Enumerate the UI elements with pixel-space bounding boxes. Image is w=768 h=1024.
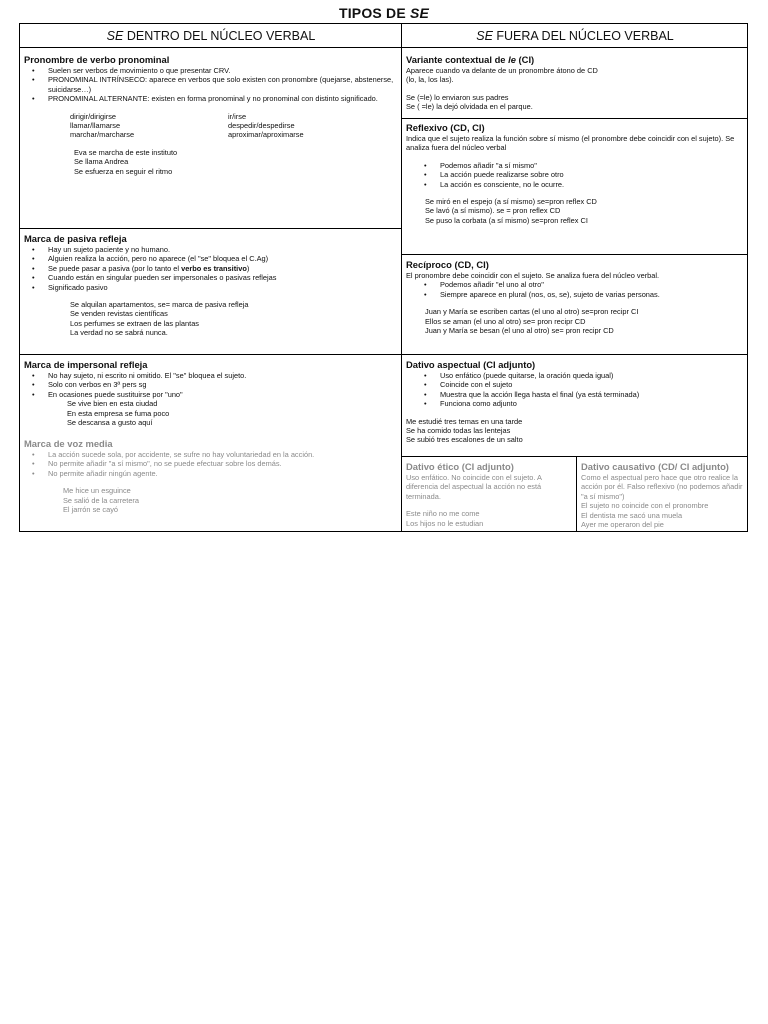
example: Los hijos no le estudian [406, 518, 484, 528]
example: Se venden revistas científicas [70, 309, 168, 319]
list-item: • Siempre aparece en plural (nos, os, se), sujeto de varias personas. [440, 290, 744, 299]
list-item: • Se puede pasar a pasiva (por lo tanto el verbo es transitivo) [48, 264, 397, 273]
description: El pronombre debe coincidir con el sujeto. Se analiza fuera del núcleo verbal. [406, 271, 660, 280]
description: Indica que el sujeto realiza la función sobre sí mismo (el pronombre debe coincidir con el sujeto). Se analiza fuera del núcleo verbal [406, 134, 735, 153]
example: Se puso la corbata (a sí mismo) se=pron reflex CI [425, 215, 588, 225]
example: Se alquilan apartamentos, se= marca de pasiva refleja [70, 300, 249, 310]
description: Uso enfático. No coincide con el sujeto. A diferencia del aspectual la acción no está terminada. [406, 473, 542, 501]
section-heading: Variante contextual de le (CI) [406, 54, 535, 65]
section-reciproco [402, 256, 748, 354]
example: Se salió de la carretera [63, 495, 139, 505]
row-divider [402, 456, 748, 457]
example: Juan y María se besan (el uno al otro) se= pron recipr CD [425, 326, 614, 336]
example: Se ( =le) la dejó olvidada en el parque. [406, 102, 533, 112]
list-item: • Funciona como adjunto [440, 399, 744, 408]
example: Me estudié tres temas en una tarde [406, 416, 523, 426]
section-voz-media [20, 435, 401, 531]
section-dativo-causativo [577, 458, 748, 532]
section-heading: Marca de impersonal refleja [24, 359, 148, 370]
example: Se subió tres escalones de un salto [406, 435, 523, 445]
row-divider [20, 354, 401, 355]
list-item: • No permite añadir "a sí mismo", no se puede efectuar sobre los demás. [48, 459, 397, 468]
classification-table [19, 23, 748, 532]
example: Se ha comido todas las lentejas [406, 426, 511, 436]
example: En esta empresa se fuma poco [67, 408, 170, 418]
example: Este niño no me come [406, 509, 480, 519]
example: Se esfuerza en seguir el ritmo [74, 166, 173, 176]
example: Se (=le) lo enviaron sus padres [406, 92, 509, 102]
list-item: • Uso enfático (puede quitarse, la oración queda igual) [440, 371, 744, 380]
example: Se llama Andrea [74, 157, 129, 167]
section-heading: Pronombre de verbo pronominal [24, 54, 170, 65]
list-item: • PRONOMINAL ALTERNANTE: existen en forma pronominal y no pronominal con distinto significado. [48, 94, 397, 103]
right-column-header: SE FUERA DEL NÚCLEO VERBAL [402, 24, 748, 48]
left-column-header: SE DENTRO DEL NÚCLEO VERBAL [20, 24, 402, 48]
list-item: • No hay sujeto, ni escrito ni omitido. El "se" bloquea el sujeto. [48, 371, 397, 380]
list-item: • En ocasiones puede sustituirse por "uno" [48, 390, 397, 399]
description: Como el aspectual pero hace que otro realice la acción por él. Falso reflexivo (no podemos añadir "a sí mismo") [581, 473, 743, 501]
example: Ayer me operaron del pie [581, 520, 664, 530]
section-reflexivo [402, 119, 748, 254]
example: Se miró en el espejo (a sí mismo) se=pron reflex CD [425, 197, 597, 207]
list-item: • La acción es consciente, no le ocurre. [440, 180, 744, 189]
list-item: • Hay un sujeto paciente y no humano. [48, 245, 397, 254]
example: El dentista me sacó una muela [581, 510, 683, 520]
example: Se lavó (a sí mismo). se = pron reflex CD [425, 206, 561, 216]
section-heading: Marca de pasiva refleja [24, 233, 127, 244]
example: Se descansa a gusto aquí [67, 418, 153, 428]
page-title: TIPOS DE SE [338, 5, 430, 21]
section-pronominal [20, 51, 401, 227]
section-heading: Reflexivo (CD, CI) [406, 122, 485, 133]
section-heading: Dativo causativo (CD/ CI adjunto) [581, 461, 729, 472]
list-item: • Podemos añadir "a sí mismo" [440, 161, 744, 170]
list-item: • Muestra que la acción llega hasta el final (ya está terminada) [440, 390, 744, 399]
example: Juan y María se escriben cartas (el uno al otro) se=pron recipr CI [425, 307, 639, 317]
verb-pair: marchar/marcharse [70, 130, 135, 140]
verb-pair: aproximar/aproximarse [228, 130, 304, 140]
section-variante-le [402, 51, 748, 118]
example: El jarrón se cayó [63, 505, 119, 515]
row-divider [20, 228, 401, 229]
example: Eva se marcha de este instituto [74, 147, 178, 157]
list-item: • Significado pasivo [48, 283, 397, 292]
section-heading: Marca de voz media [24, 438, 113, 449]
list-item: • La acción sucede sola, por accidente, se sufre no hay voluntariedad en la acción. [48, 450, 397, 459]
list-item: • PRONOMINAL INTRÍNSECO: aparece en verbos que solo existen con pronombre (quejarse, abstenerse, suicidarse…) [48, 75, 397, 94]
list-item: • La acción puede realizarse sobre otro [440, 170, 744, 179]
example: Se vive bien en esta ciudad [67, 399, 158, 409]
row-divider [402, 254, 748, 255]
example: Ellos se aman (el uno al otro) se= pron recipr CD [425, 316, 586, 326]
section-heading: Dativo aspectual (CI adjunto) [406, 359, 536, 370]
description: (lo, la, los las). [406, 75, 454, 85]
section-impersonal-refleja [20, 356, 401, 434]
verb-pair: ir/irse [228, 111, 247, 121]
example: Los perfumes se extraen de las plantas [70, 318, 200, 328]
section-dativo-aspectual [402, 356, 748, 456]
list-item: • Cuando están en singular pueden ser impersonales o pasivas reflejas [48, 273, 397, 282]
list-item: • Suelen ser verbos de movimiento o que presentar CRV. [48, 66, 397, 75]
list-item: • Podemos añadir "el uno al otro" [440, 280, 744, 289]
list-item: • No permite añadir ningún agente. [48, 469, 397, 478]
example: Me hice un esguince [63, 486, 131, 496]
example: La verdad no se sabrá nunca. [70, 328, 168, 338]
list-item: • Coincide con el sujeto [440, 380, 744, 389]
row-divider [402, 354, 748, 355]
list-item: • Solo con verbos en 3ª pers sg [48, 380, 397, 389]
description: El sujeto no coincide con el pronombre [581, 501, 709, 511]
verb-pair: llamar/llamarse [70, 121, 121, 131]
verb-pairs [24, 112, 397, 140]
verb-pair: dirigir/dirigirse [70, 111, 116, 121]
verb-pair: despedir/despedirse [228, 121, 295, 131]
section-pasiva-refleja [20, 230, 401, 354]
list-item: • Alguien realiza la acción, pero no aparece (el "se" bloquea el C.Ag) [48, 254, 397, 263]
description: Aparece cuando va delante de un pronombre átono de CD [406, 66, 598, 75]
section-dativo-etico [402, 458, 576, 532]
section-heading: Recíproco (CD, CI) [406, 259, 489, 270]
section-heading: Dativo ético (CI adjunto) [406, 461, 514, 472]
